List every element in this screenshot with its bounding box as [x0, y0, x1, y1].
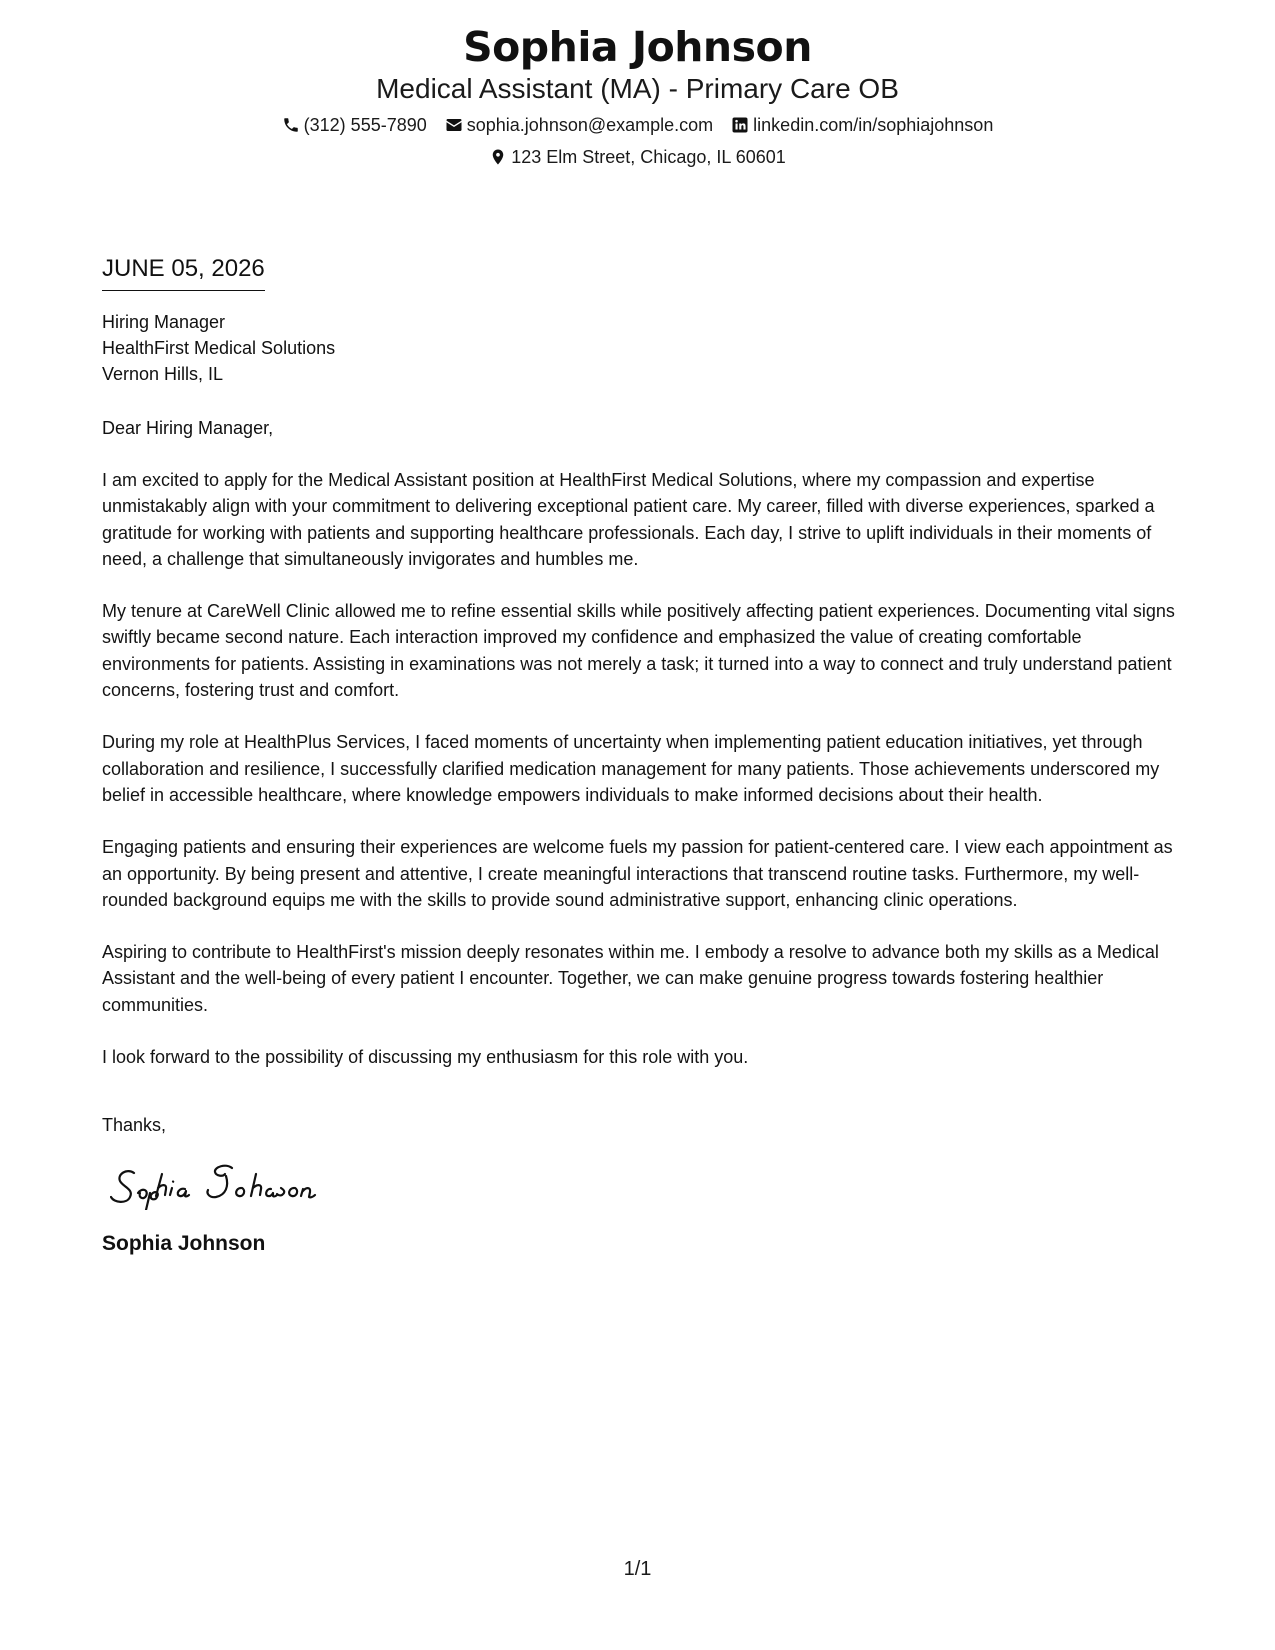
closing: Thanks,	[102, 1115, 167, 1136]
letter-content	[102, 254, 1177, 1258]
handwritten-signature	[110, 1156, 350, 1210]
body-paragraph: I look forward to the possibility of discussing my enthusiasm for this role with you.	[102, 1047, 749, 1068]
page-number: 1/1	[623, 1558, 652, 1580]
body-paragraph: During my role at HealthPlus Services, I faced moments of uncertainty when implementing patient education initiatives, yet through collaboration and resilience, I successfully clarified medication management for many patients. Those achievements underscored my belief in accessible healthcare, where knowledge empowers individuals to make informed decisions about their health.	[102, 732, 1160, 805]
street-address: 123 Elm Street, Chicago, IL 60601	[511, 147, 786, 167]
recipient-location: Vernon Hills, IL	[102, 364, 224, 384]
envelope-icon	[445, 116, 463, 134]
letter-header	[0, 22, 1275, 170]
applicant-name: Sophia Johnson	[463, 23, 812, 71]
salutation: Dear Hiring Manager,	[102, 418, 274, 438]
address-row	[0, 144, 1275, 170]
recipient-title: Hiring Manager	[102, 312, 226, 332]
contact-row	[0, 112, 1275, 138]
map-pin-icon	[489, 148, 507, 166]
body-paragraph: Aspiring to contribute to HealthFirst's mission deeply resonates within me. I embody a resolve to advance both my skills as a Medical Assistant and the well-being of every patient I encounter. Together, we can make genuine progress towards fostering healthier communities.	[102, 942, 1159, 1015]
phone-icon	[282, 116, 300, 134]
job-title: Medical Assistant (MA) - Primary Care OB	[376, 73, 899, 104]
phone-number: (312) 555-7890	[303, 115, 427, 135]
recipient-company: HealthFirst Medical Solutions	[102, 338, 336, 358]
body-paragraph: Engaging patients and ensuring their experiences are welcome fuels my passion for patient-centered care. I view each appointment as an opportunity. By being present and attentive, I create meaningful interactions that transcend routine tasks. Furthermore, my well-rounded background equips me with the skills to provide sound administrative support, enhancing clinic operations.	[102, 837, 1173, 910]
linkedin-url: linkedin.com/in/sophiajohnson	[753, 115, 994, 135]
linkedin-icon	[731, 116, 749, 134]
contact-email[interactable]	[445, 112, 713, 138]
body-paragraph: I am excited to apply for the Medical Assistant position at HealthFirst Medical Solutions, where my compassion and expertise unmistakably align with your commitment to delivering exceptional patient care. My career, filled with diverse experiences, sparked a gratitude for working with patients and supporting healthcare professionals. Each day, I strive to uplift individuals in their moments of need, a challenge that simultaneously invigorates and humbles me.	[102, 470, 1155, 569]
contact-linkedin[interactable]	[731, 112, 993, 138]
letter-date: JUNE 05, 2026	[102, 254, 265, 291]
signer-name: Sophia Johnson	[102, 1232, 266, 1256]
recipient-block	[102, 309, 1177, 387]
contact-address	[489, 144, 786, 170]
body-paragraph: My tenure at CareWell Clinic allowed me to refine essential skills while positively affecting patient experiences. Documenting vital signs swiftly became second nature. Each interaction improved my confidence and emphasized the value of creating comfortable environments for patients. Assisting in examinations was not merely a task; it turned into a way to connect and truly understand patient concerns, fostering trust and comfort.	[102, 601, 1175, 701]
email-address: sophia.johnson@example.com	[466, 115, 714, 135]
contact-phone[interactable]	[282, 112, 427, 138]
